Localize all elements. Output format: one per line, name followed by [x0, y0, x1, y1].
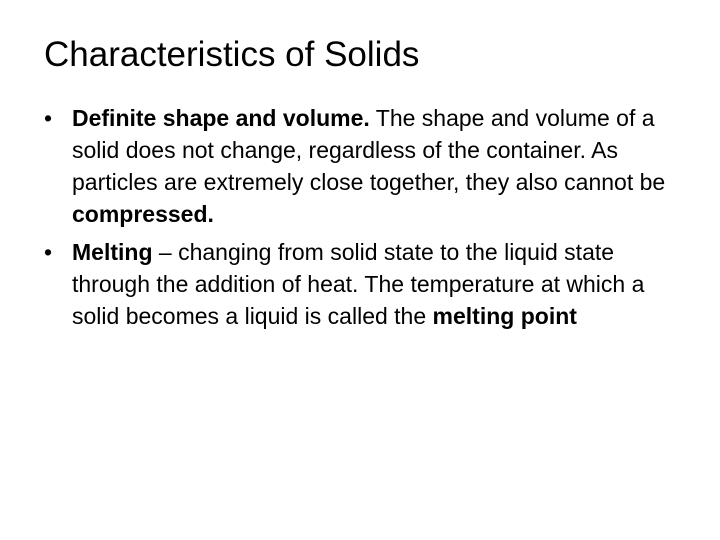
bullet-list	[44, 102, 684, 338]
bullet-heading: Definite shape and volume.	[72, 105, 370, 131]
bullet-text: – changing from solid state to the liquid state through the addition of heat. The temperature at which a solid becomes a liquid is called the	[72, 239, 645, 329]
bullet-emphasis: melting point	[432, 303, 577, 329]
slide-title: Characteristics of Solids	[44, 35, 420, 74]
bullet-text: The shape and volume of a solid does not change, regardless of the container. As particles are extremely close together, they also cannot be	[72, 105, 666, 195]
bullet-item-definite-shape	[44, 102, 684, 230]
bullet-item-melting	[44, 236, 684, 332]
bullet-marker: •	[44, 239, 53, 265]
bullet-heading: Melting	[72, 239, 153, 265]
bullet-marker: •	[44, 105, 53, 131]
bullet-emphasis: compressed.	[72, 201, 214, 227]
